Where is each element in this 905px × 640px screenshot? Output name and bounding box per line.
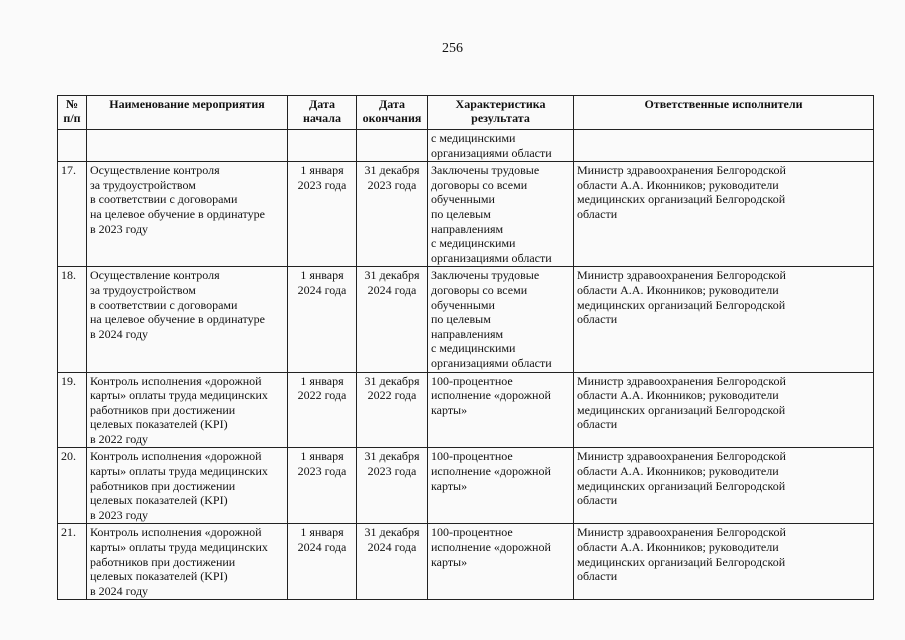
header-end-date: Дата окончания (357, 96, 428, 130)
cell-num: 17. (58, 162, 87, 267)
cell-num: 20. (58, 448, 87, 524)
cell-result: 100-процентное исполнение «дорожной карты» (428, 524, 574, 600)
cell-name: Осуществление контроля за трудоустройством в соответствии с договорами на целевое обучение в ординатуре в 2023 году (87, 162, 288, 267)
cell-responsible (574, 130, 874, 162)
cell-end-date: 31 декабря 2023 года (357, 448, 428, 524)
header-responsible: Ответственные исполнители (574, 96, 874, 130)
cell-end-date: 31 декабря 2023 года (357, 162, 428, 267)
cell-start-date: 1 января 2024 года (288, 267, 357, 372)
cell-num: 19. (58, 372, 87, 448)
cell-start-date: 1 января 2024 года (288, 524, 357, 600)
table-row-continuation (58, 130, 874, 162)
cell-start-date (288, 130, 357, 162)
table-row (58, 448, 874, 524)
page-number: 256 (442, 41, 463, 56)
cell-name: Контроль исполнения «дорожной карты» оплаты труда медицинских работников при достижении целевых показателей (KPI) в 2022 году (87, 372, 288, 448)
cell-name: Осуществление контроля за трудоустройством в соответствии с договорами на целевое обучение в ординатуре в 2024 году (87, 267, 288, 372)
header-name: Наименование мероприятия (87, 96, 288, 130)
cell-end-date: 31 декабря 2024 года (357, 267, 428, 372)
cell-result: Заключены трудовые договоры со всеми обученными по целевым направлениям с медицинскими организациями области (428, 162, 574, 267)
cell-responsible: Министр здравоохранения Белгородской области А.А. Иконников; руководители медицинских организаций Белгородской области (574, 162, 874, 267)
cell-start-date: 1 января 2023 года (288, 448, 357, 524)
table-row (58, 524, 874, 600)
cell-name: Контроль исполнения «дорожной карты» оплаты труда медицинских работников при достижении целевых показателей (KPI) в 2023 году (87, 448, 288, 524)
cell-result: с медицинскими организациями области (428, 130, 574, 162)
cell-responsible: Министр здравоохранения Белгородской области А.А. Иконников; руководители медицинских организаций Белгородской области (574, 448, 874, 524)
cell-start-date: 1 января 2022 года (288, 372, 357, 448)
cell-responsible: Министр здравоохранения Белгородской области А.А. Иконников; руководители медицинских организаций Белгородской области (574, 372, 874, 448)
cell-result: 100-процентное исполнение «дорожной карты» (428, 448, 574, 524)
cell-responsible: Министр здравоохранения Белгородской области А.А. Иконников; руководители медицинских организаций Белгородской области (574, 524, 874, 600)
cell-end-date: 31 декабря 2022 года (357, 372, 428, 448)
cell-responsible: Министр здравоохранения Белгородской области А.А. Иконников; руководители медицинских организаций Белгородской области (574, 267, 874, 372)
cell-end-date: 31 декабря 2024 года (357, 524, 428, 600)
header-start-date: Дата начала (288, 96, 357, 130)
cell-result: Заключены трудовые договоры со всеми обученными по целевым направлениям с медицинскими организациями области (428, 267, 574, 372)
cell-end-date (357, 130, 428, 162)
cell-start-date: 1 января 2023 года (288, 162, 357, 267)
cell-num: 18. (58, 267, 87, 372)
cell-num (58, 130, 87, 162)
table-row (58, 162, 874, 267)
table-row (58, 267, 874, 372)
cell-name (87, 130, 288, 162)
measures-table (57, 95, 874, 600)
table-header-row (58, 96, 874, 130)
cell-result: 100-процентное исполнение «дорожной карты» (428, 372, 574, 448)
header-num: № п/п (58, 96, 87, 130)
header-result: Характеристика результата (428, 96, 574, 130)
cell-name: Контроль исполнения «дорожной карты» оплаты труда медицинских работников при достижении целевых показателей (KPI) в 2024 году (87, 524, 288, 600)
table-row (58, 372, 874, 448)
cell-num: 21. (58, 524, 87, 600)
